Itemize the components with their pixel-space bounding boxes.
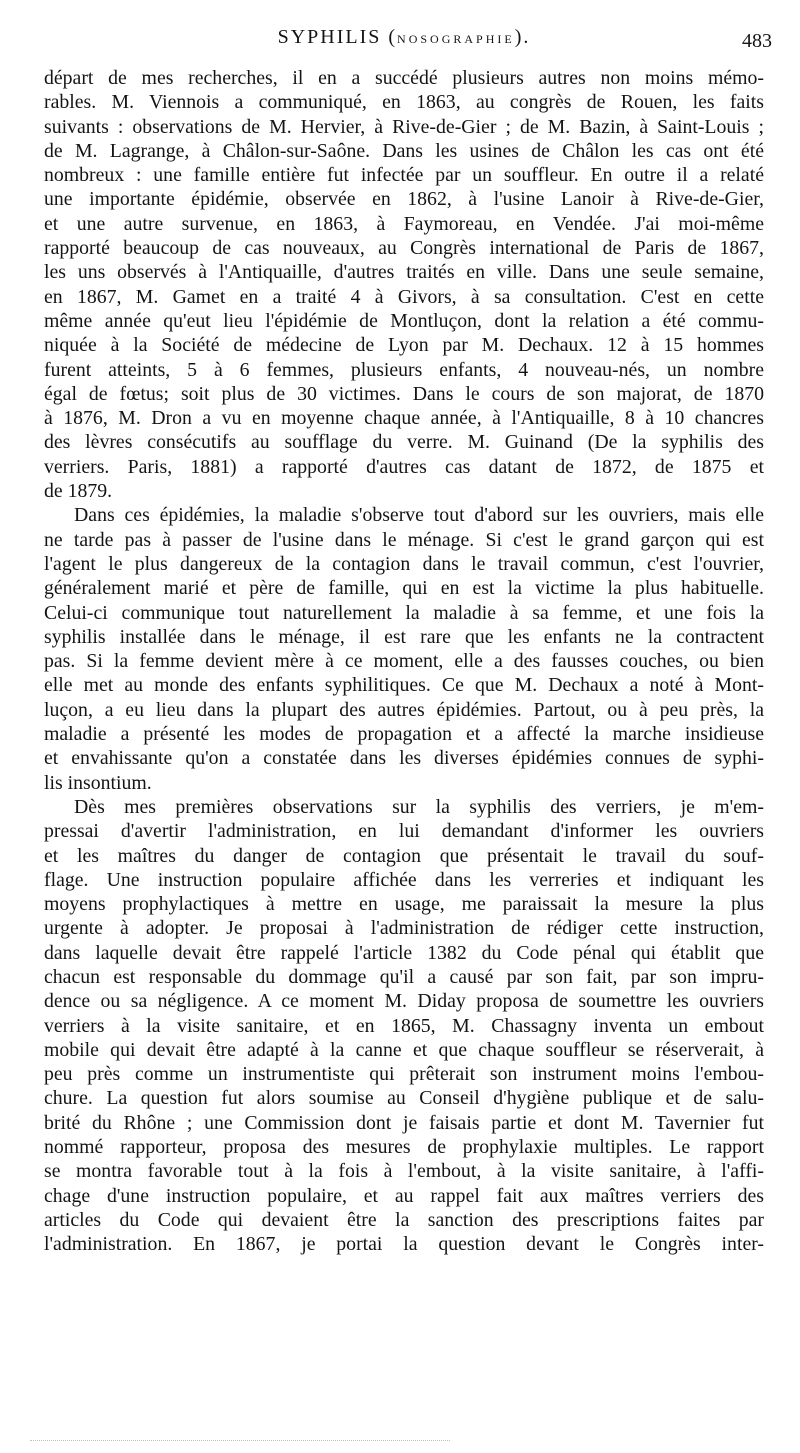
text-line: nombreux : une famille entière fut infectée par un souffleur. En outre il a relaté <box>44 164 764 187</box>
text-line: ne tarde pas à passer de l'usine dans le ménage. Si c'est le grand garçon qui est <box>44 528 764 551</box>
paragraph-3 <box>44 795 764 1257</box>
text-line: brité du Rhône ; une Commission dont je faisais partie et dont M. Tavernier fut <box>44 1111 764 1134</box>
text-line: et une autre survenue, en 1863, à Faymoreau, en Vendée. J'ai moi-même <box>44 212 764 235</box>
page-header <box>44 18 772 64</box>
text-line: maladie a présenté les modes de propagation et a affecté la marche insidieuse <box>44 723 764 746</box>
text-line: dence ou sa négligence. A ce moment M. Diday proposa de soumettre les ouvriers <box>44 990 764 1013</box>
text-line: égal de fœtus; soit plus de 30 victimes. Dans le cours de son majorat, de 1870 <box>44 382 764 405</box>
text-line: dans laquelle devait être rappelé l'article 1382 du Code pénal qui établit que <box>44 941 764 964</box>
text-line: lis insontium. <box>44 771 152 794</box>
running-head-subtitle: NOSOGRAPHIE <box>397 32 515 46</box>
running-head <box>44 26 764 49</box>
running-head-close: ). <box>514 26 531 48</box>
text-line: de 1879. <box>44 480 113 503</box>
text-line: de M. Lagrange, à Châlon-sur-Saône. Dans les usines de Châlon les cas ont été <box>44 139 764 162</box>
body-text <box>44 66 764 1257</box>
text-line: suivants : observations de M. Hervier, à Rive-de-Gier ; de M. Bazin, à Saint-Louis ; <box>44 115 764 138</box>
text-line: flage. Une instruction populaire affichée dans les verreries et indiquant les <box>44 868 764 891</box>
text-line: se montra favorable tout à la fois à l'embout, à la visite sanitaire, à l'affi- <box>44 1160 764 1183</box>
text-line: Dans ces épidémies, la maladie s'observe tout d'abord sur les ouvriers, mais elle <box>74 504 764 527</box>
text-line: nommé rapporteur, proposa des mesures de prophylaxie multiples. Le rapport <box>44 1136 764 1159</box>
text-line: et les maîtres du danger de contagion que présentait le travail du souf- <box>44 844 764 867</box>
text-line: syphilis installée dans le ménage, il est rare que les enfants ne la contractent <box>44 625 764 648</box>
text-line: généralement marié et père de famille, qui en est la victime la plus habituelle. <box>44 577 764 600</box>
text-line: chacun est responsable du dommage qu'il a causé par son fait, par son impru- <box>44 965 764 988</box>
text-line: en 1867, M. Gamet en a traité 4 à Givors, à sa consultation. C'est en cette <box>44 285 764 308</box>
paragraph-2 <box>44 503 764 795</box>
text-line: pas. Si la femme devient mère à ce moment, elle a des fausses couches, ou bien <box>44 650 764 673</box>
text-line: des lèvres consécutifs au soufflage du verre. M. Guinand (De la syphilis des <box>44 431 764 454</box>
text-line: verriers. Paris, 1881) a rapporté d'autres cas datant de 1872, de 1875 et <box>44 455 764 478</box>
scan-artifact-footer <box>30 1440 450 1444</box>
text-line: rapporté beaucoup de cas nouveaux, au Congrès international de Paris de 1867, <box>44 237 764 260</box>
text-line: les uns observés à l'Antiquaille, d'autres traités en ville. Dans une seule semaine, <box>44 261 764 284</box>
book-page <box>44 18 772 1257</box>
text-line: chage d'une instruction populaire, et au rappel fait aux maîtres verriers des <box>44 1184 764 1207</box>
text-line: mobile qui devait être adapté à la canne et que chaque souffleur se réserverait, à <box>44 1038 764 1061</box>
text-line: moyens prophylactiques à mettre en usage, me paraissait la mesure la plus <box>44 893 764 916</box>
text-line: verriers à la visite sanitaire, et en 1865, M. Chassagny inventa un embout <box>44 1014 764 1037</box>
text-line: même année qu'eut lieu l'épidémie de Montluçon, dont la relation a été commu- <box>44 309 764 332</box>
text-line: une importante épidémie, observée en 1862, à l'usine Lanoir à Rive-de-Gier, <box>44 188 764 211</box>
text-line: l'administration. En 1867, je portai la question devant le Congrès inter- <box>44 1233 764 1256</box>
paragraph-1 <box>44 66 764 503</box>
text-line: l'agent le plus dangereux de la contagion dans le travail commun, c'est l'ouvrier, <box>44 552 764 575</box>
text-line: peu près comme un instrumentiste qui prêterait son instrument moins l'embou- <box>44 1063 764 1086</box>
text-line: et envahissante qu'on a constatée dans les diverses épidémies connues de syphi- <box>44 747 764 770</box>
text-line: à 1876, M. Dron a vu en moyenne chaque année, à l'Antiquaille, 8 à 10 chancres <box>44 407 764 430</box>
page-number: 483 <box>742 30 772 52</box>
text-line: pressai d'avertir l'administration, en lui demandant d'informer les ouvriers <box>44 820 764 843</box>
running-head-title: SYPHILIS ( <box>277 26 398 48</box>
text-line: départ de mes recherches, il en a succédé plusieurs autres non moins mémo- <box>44 67 764 89</box>
text-line: niquée à la Société de médecine de Lyon par M. Dechaux. 12 à 15 hommes <box>44 334 764 357</box>
text-line: furent atteints, 5 à 6 femmes, plusieurs enfants, 4 nouveau-nés, un nombre <box>44 358 764 381</box>
text-line: Dès mes premières observations sur la syphilis des verriers, je m'em- <box>74 795 764 818</box>
text-line: rables. M. Viennois a communiqué, en 1863, au congrès de Rouen, les faits <box>44 91 764 114</box>
text-line: chure. La question fut alors soumise au Conseil d'hygiène publique et de salu- <box>44 1087 764 1110</box>
text-line: luçon, a eu lieu dans la plupart des autres épidémies. Partout, ou à peu près, la <box>44 698 764 721</box>
text-line: elle met au monde des enfants syphilitiques. Ce que M. Dechaux a noté à Mont- <box>44 674 764 697</box>
text-line: urgente à adopter. Je proposai à l'administration de rédiger cette instruction, <box>44 917 764 940</box>
text-line: Celui-ci communique tout naturellement la maladie à sa femme, et une fois la <box>44 601 764 624</box>
text-line: articles du Code qui devaient être la sanction des prescriptions faites par <box>44 1208 764 1231</box>
